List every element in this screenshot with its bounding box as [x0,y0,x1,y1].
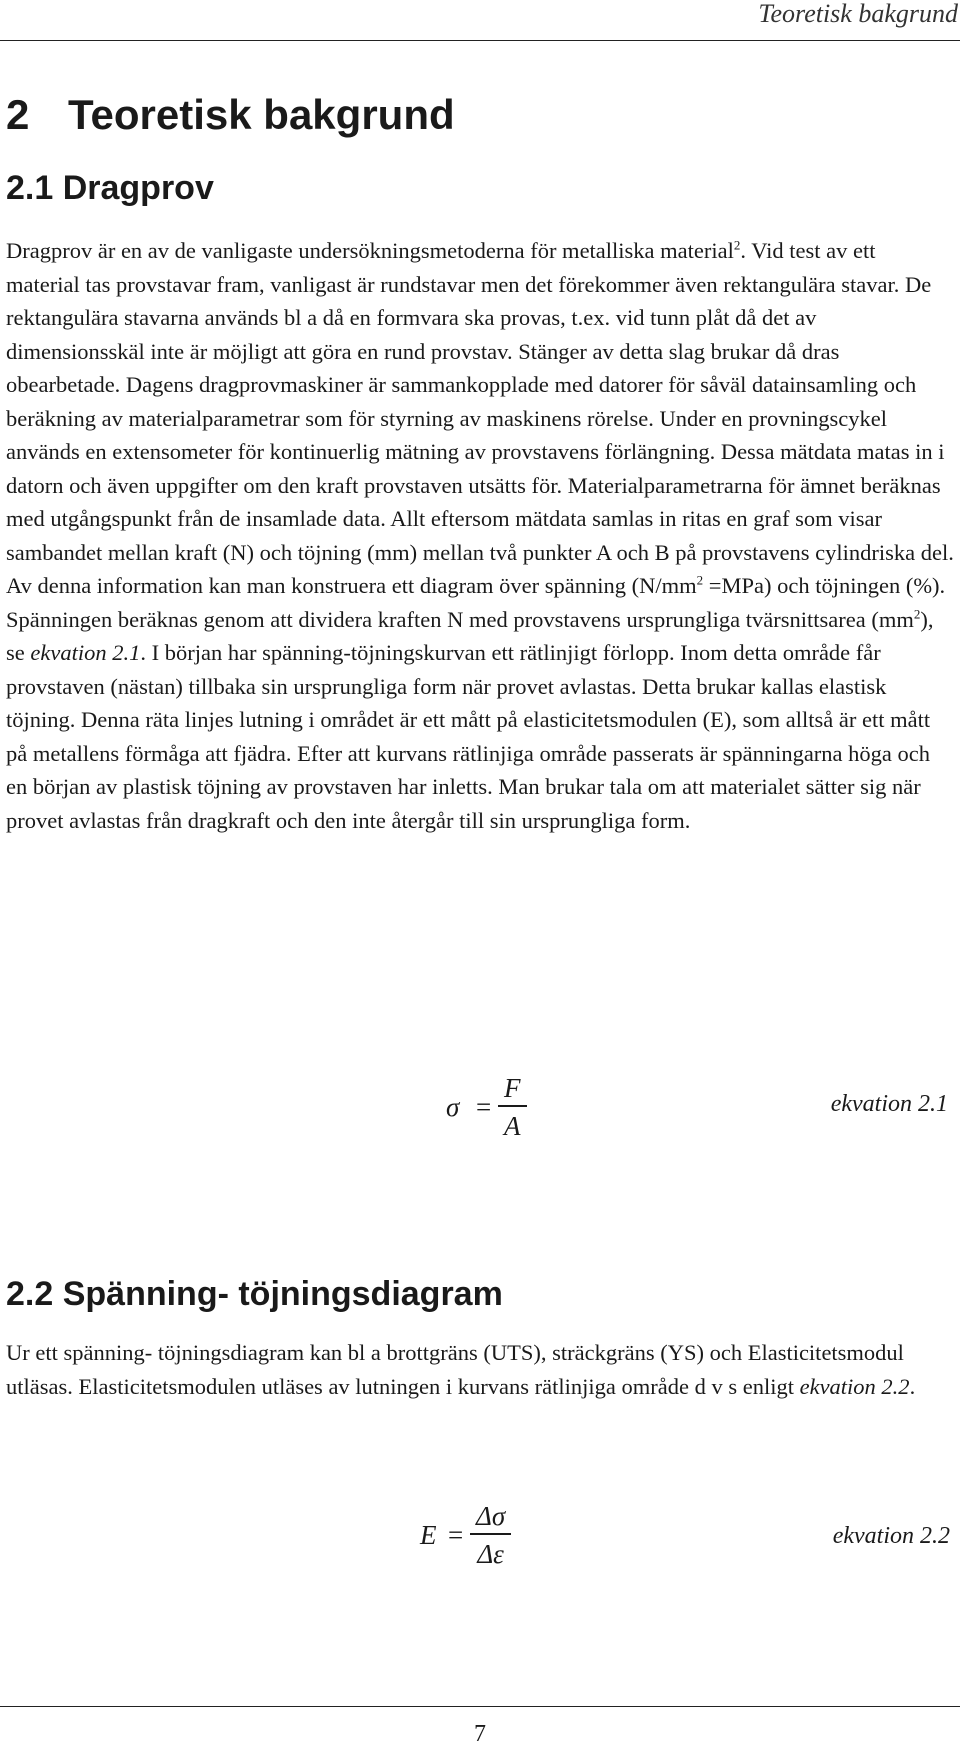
superscript-exponent: 2 [696,572,704,588]
formula-fraction [470,1501,511,1569]
paragraph-text: . Vid test av ett material tas provstavar fram, vanligast är rundstavar men det förekommer även rektangulära stavar. De rektangulära stavarna används bl a då en formvara ska provas, t.ex. vid tunn plåt då det av dimensionsskäl inte är möjligt att göra en rund provstav. Stänger av detta slag brukar då dras obearbetade. Dagens dragprovmaskiner är sammankopplade med datorer för såväl datainsamling och beräkning av materialparametrar som för styrning av maskinens rörelse. Under en provningscykel används en extensometer för kontinuerlig mätning av provstavens förlängning. Dessa mätdata matas in i datorn och även uppgifter om den kraft provstaven utsätts för. Materialparametrarna för ämnet beräknas med utgångspunkt från de insamlade data. Allt eftersom mätdata samlas in ritas en graf som visar sambandet mellan kraft (N) och töjning (mm) mellan två punkter A och B på provstavens cylindriska del. Av denna information kan man konstruera ett diagram över spänning (N/mm [6,238,954,598]
formula-equals: = [448,1520,464,1550]
fraction-bar [470,1533,511,1535]
formula-equals: = [476,1092,492,1122]
formula-denominator: Δε [477,1538,504,1569]
footer-divider [0,1706,960,1707]
modulus-formula [420,1501,520,1571]
equation-reference: ekvation 2.1 [30,640,141,665]
paragraph-text: =MPa) och töjningen (%). Spänningen beräknas genom att dividera kraften N med provstavens ursprungliga tvärsnittsarea (mm [6,573,946,632]
equation-label: ekvation 2.1 [830,1091,948,1117]
paragraph-text: Ur ett spänning- töjningsdiagram kan bl a brottgräns (UTS), sträckgräns (YS) och Elasticitetsmodul utläsas. Elasticitetsmodulen utläses av lutningen i kurvans rätlinjiga område d v s enligt [6,1340,904,1399]
section-heading-dragprov [6,168,214,208]
formula-fraction [498,1073,527,1141]
section-number: 2.1 [6,169,54,207]
formula-numerator: F [504,1073,521,1103]
chapter-heading [6,90,455,140]
formula-numerator: Δσ [476,1501,506,1531]
equation-label: ekvation 2.2 [832,1523,950,1549]
running-header: Teoretisk bakgrund [758,0,958,28]
header-divider [0,40,960,41]
page-number: 7 [474,1721,486,1747]
paragraph-text: Dragprov är en av de vanligaste undersökningsmetoderna för metalliska material [6,238,734,263]
formula-denominator: A [504,1110,521,1141]
section-heading-diagram [6,1274,503,1314]
chapter-title: Teoretisk bakgrund [68,91,455,138]
section-paragraph-dragprov [6,234,954,837]
formula-lhs: σ [446,1092,460,1122]
stress-formula [446,1073,526,1143]
section-number: 2.2 [6,1275,54,1313]
section-paragraph-diagram [6,1336,954,1403]
section-title: Spänning- töjningsdiagram [62,1275,503,1313]
paragraph-text: ), se [6,606,934,665]
paragraph-text: . I början har spänning-töjningskurvan ett rätlinjigt förlopp. Inom detta område får provstaven (nästan) tillbaka sin ursprungliga form när provet avlastas. Detta brukar kallas elastisk töjning. Denna räta linjes lutning i området är ett mått på elasticitetsmodulen (E), som alltså är ett mått på metallens förmåga att fjädra. Efter att kurvans rätlinjiga område passerats är spänningarna höga och en början av plastisk töjning av provstaven har inletts. Man brukar tala om att materialet sätter sig när provet avlastas från dragkraft och den inte återgår till sin ursprungliga form. [6,640,931,833]
paragraph-text: . [909,1373,916,1399]
fraction-bar [498,1105,527,1107]
footnote-reference: 2 [733,237,741,253]
superscript-exponent: 2 [913,606,921,621]
formula-lhs: E [420,1520,437,1550]
chapter-number: 2 [6,91,30,138]
equation-reference: ekvation 2.2 [799,1373,910,1399]
section-title: Dragprov [62,169,214,207]
